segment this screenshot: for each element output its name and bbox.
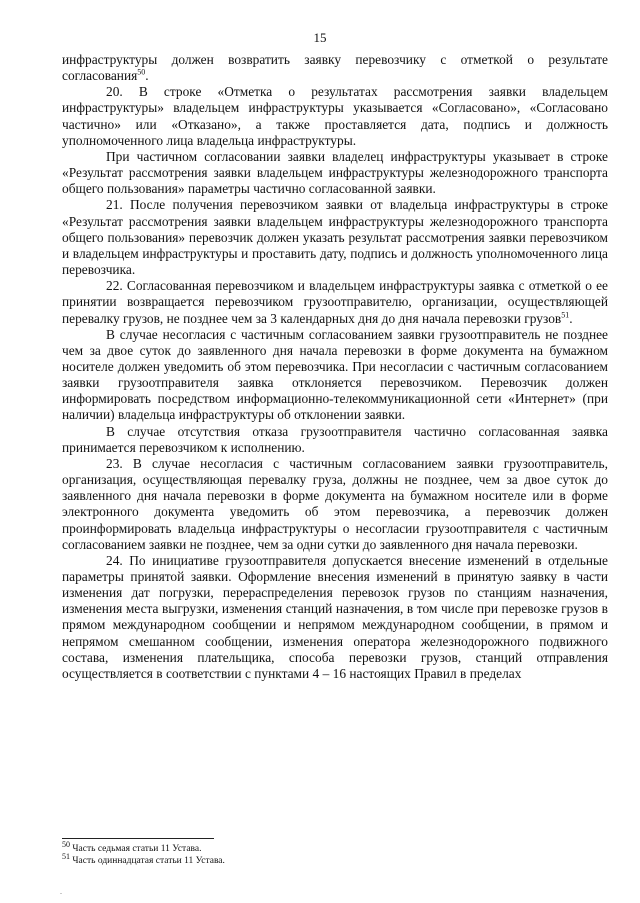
footnote-divider: [62, 838, 214, 839]
footnote-ref: 50: [137, 67, 146, 77]
paragraph-disagreement: В случае несогласия с частичным согласованием заявки грузоотправитель не позднее чем за двое суток до заявленного дня начала перевозки в форме документа на бумажном носителе должен уведомить об этом перевозчика. При несогласии с частичным согласованием заявки грузоотправителя заявка отклоняется перевозчиком. Перевозчик должен информировать посредством информационно-телекоммуникационной сети «Интернет» (при наличии) владельца инфраструктуры об отклонении заявки.: [62, 326, 608, 423]
footnote-50: [62, 839, 608, 855]
footnote-number: 50: [62, 839, 70, 849]
paragraph-item-24: 24. По инициативе грузоотправителя допускается внесение изменений в отдельные параметры принятой заявки. Оформление внесения изменений в принятую заявку в части изменения дат погрузки, перераспределения перевозок грузов по станциям назначения, изменения места выгрузки, изменения станций назначения, в том числе при перевозке грузов в прямом международном сообщении и непрямом международном сообщении, в прямом и непрямом смешанном сообщении, изменения оператора железнодорожного подвижного состава, изменения плательщика, способа перевозки грузов, станций отправления осуществляется в соответствии с пунктами 4 – 16 настоящих Правил в пределах: [62, 552, 608, 681]
paragraph-text: инфраструктуры должен возвратить заявку перевозчику с отметкой о результате согласования: [62, 52, 608, 84]
paragraph-continuation: [62, 52, 608, 84]
paragraph-item-23: 23. В случае несогласия с частичным согласованием заявки грузоотправитель, организация, осуществляющая перевалку груза, должны не позднее, чем за двое суток до заявленного дня начала перевозки в форме документа на бумажном носителе или в форме электронного документа уведомить об этом перевозчика, а перевозчик должен проинформировать владельца инфраструктуры о несогласии грузоотправителя с частичным согласованием заявки не позднее, чем за одни сутки до заявленного дня начала перевозки.: [62, 455, 608, 552]
paragraph-end: .: [145, 68, 149, 84]
body-text: [62, 52, 608, 682]
page-number: 15: [313, 30, 327, 45]
scan-mark: .: [60, 887, 62, 896]
paragraph-end: .: [569, 310, 573, 326]
paragraph-item-20: 20. В строке «Отметка о результатах рассмотрения заявки владельцем инфраструктуры» владельцем инфраструктуры указывается «Согласовано», «Согласовано частично» или «Отказано», а также проставляется дата, подпись и должность уполномоченного лица владельца инфраструктуры.: [62, 84, 608, 148]
footnote-text: Часть седьмая статьи 11 Устава.: [72, 844, 202, 854]
footnote-text: Часть одиннадцатая статьи 11 Устава.: [72, 856, 225, 866]
footnote-ref: 51: [561, 310, 570, 320]
paragraph-text: 22. Согласованная перевозчиком и владельцем инфраструктуры заявка с отметкой о ее принятии возвращается перевозчиком грузоотправителю, организации, осуществляющей перевалку грузов, не позднее чем за 3 календарных дня до дня начала перевозки грузов: [62, 278, 608, 326]
paragraph-item-21: 21. После получения перевозчиком заявки от владельца инфраструктуры в строке «Результат рассмотрения заявки владельцем инфраструктуры железнодорожного транспорта общего пользования» перевозчик должен указать результат рассмотрения заявки перевозчиком и владельцем инфраструктуры и проставить дату, подпись и должность уполномоченного лица перевозчика.: [62, 197, 608, 278]
paragraph-item-22: [62, 278, 608, 326]
footnote-number: 51: [62, 851, 70, 861]
paragraph-partial-approval: При частичном согласовании заявки владелец инфраструктуры указывает в строке «Результат рассмотрения заявки владельцем инфраструктуры железнодорожного транспорта общего пользования» параметры частично согласованной заявки.: [62, 148, 608, 197]
paragraph-no-refusal: В случае отсутствия отказа грузоотправителя частично согласованная заявка принимается перевозчиком к исполнению.: [62, 423, 608, 455]
footnotes: [62, 839, 608, 867]
footnote-51: [62, 851, 608, 867]
